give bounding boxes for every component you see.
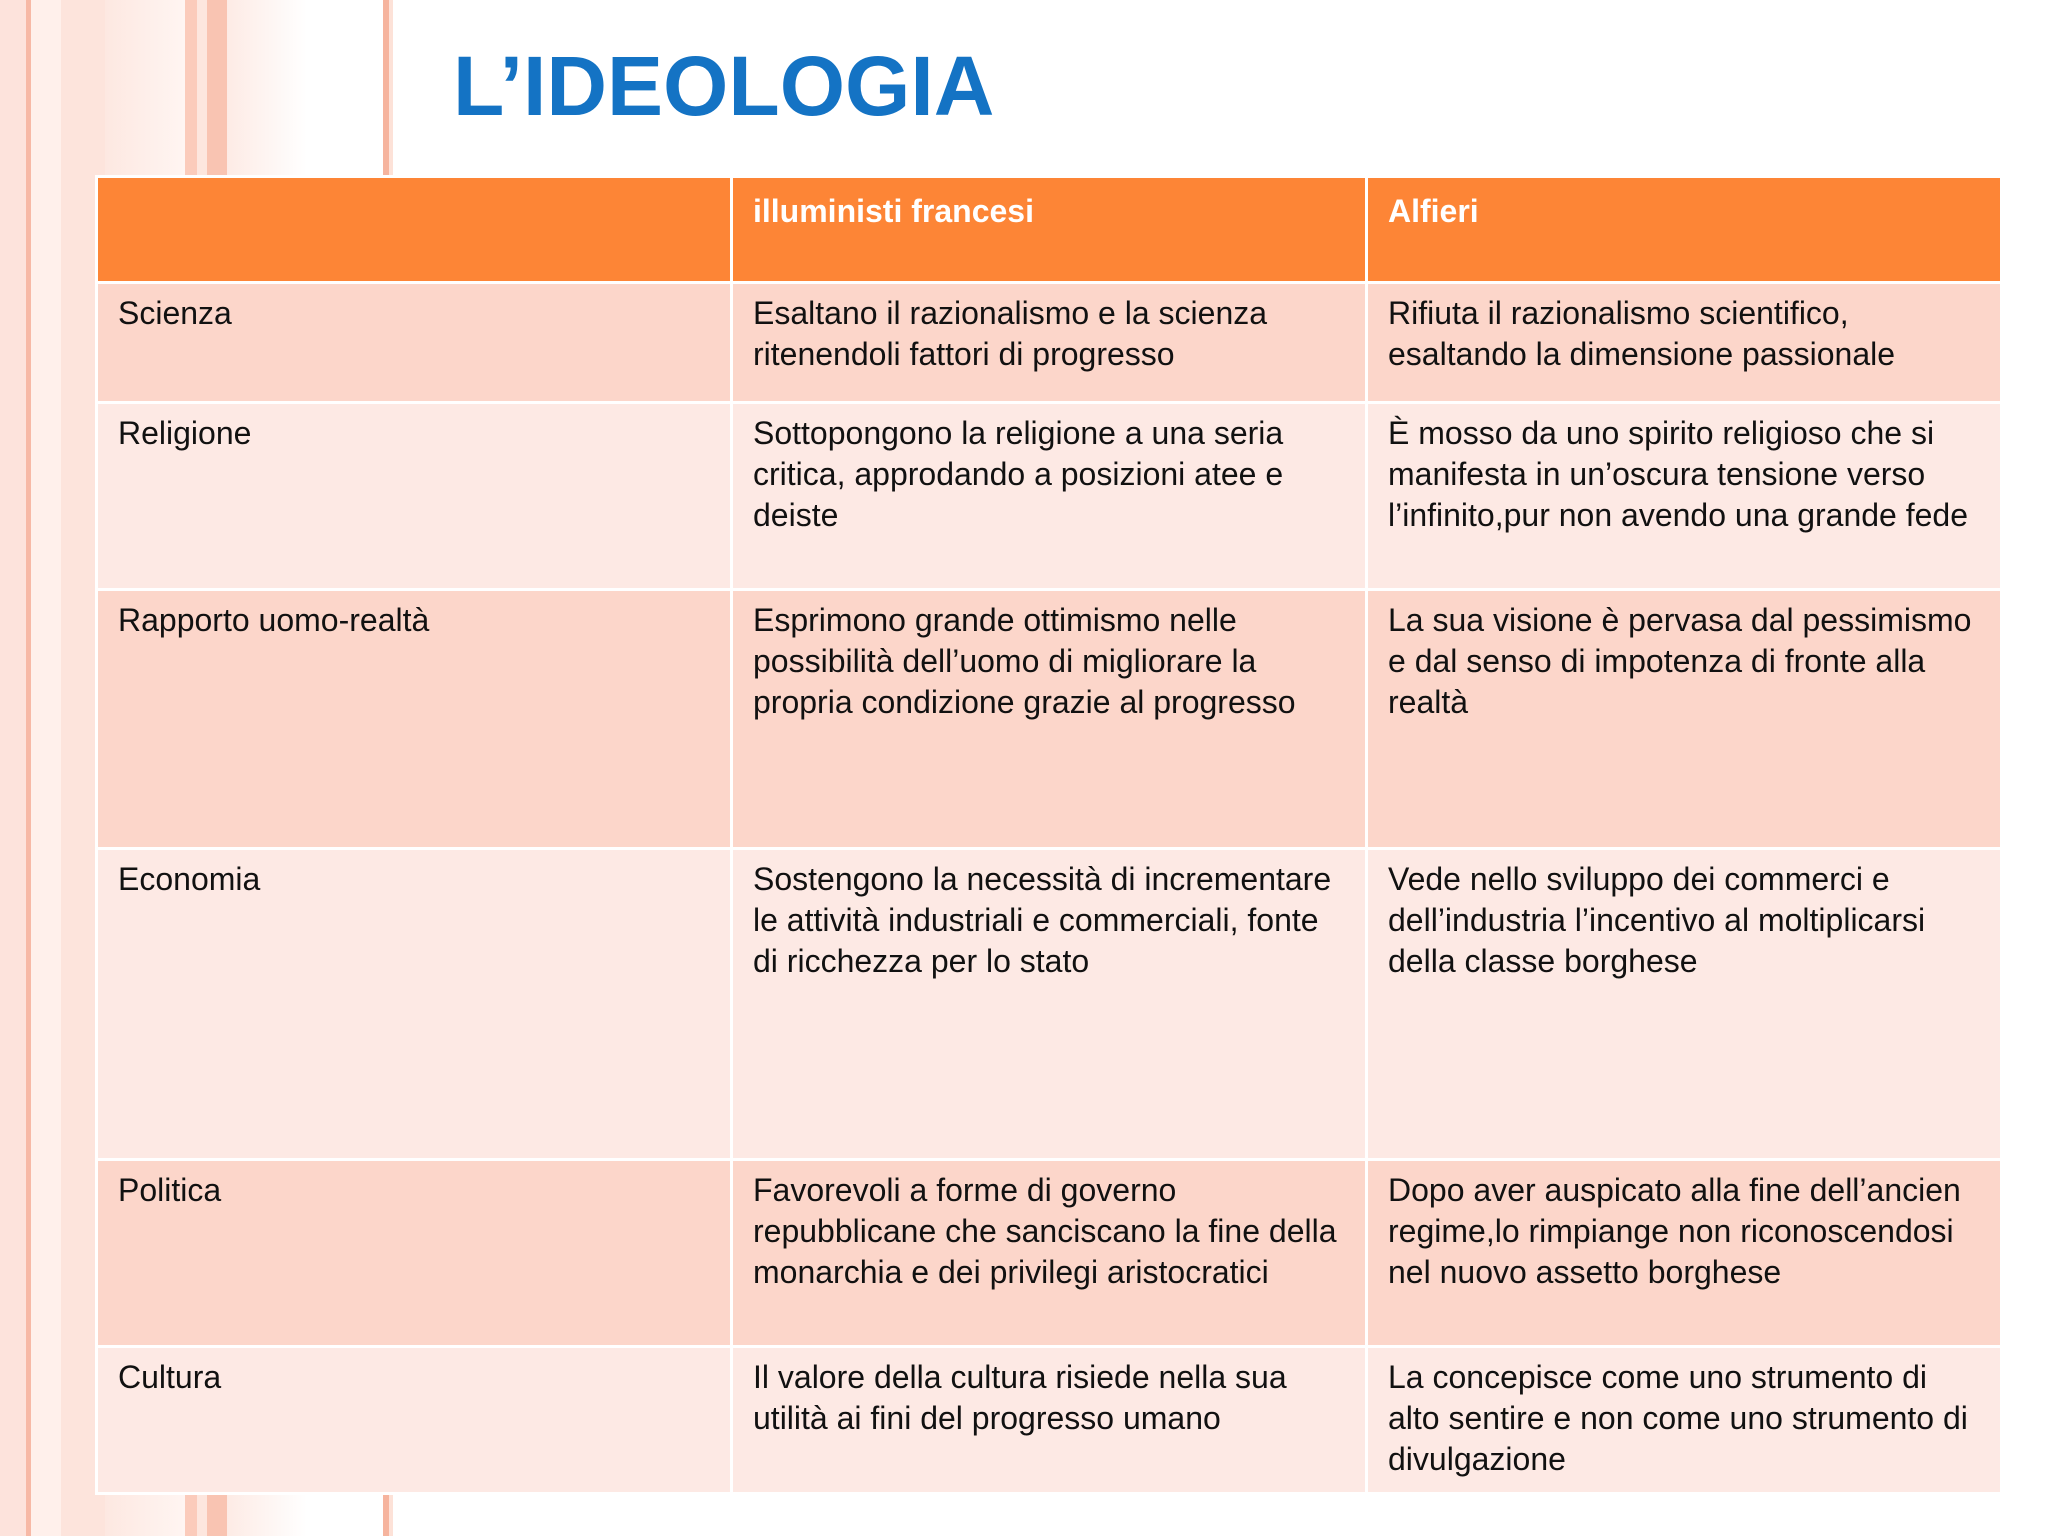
cell-alfieri: Vede nello sviluppo dei commerci e dell’industria l’incentivo al moltiplicarsi della classe borghese	[1367, 849, 2002, 1160]
row-label: Rapporto uomo-realtà	[97, 590, 732, 849]
header-cell-illuministi: illuministi francesi	[732, 177, 1367, 283]
cell-illuministi: Sostengono la necessità di incrementare le attività industriali e commerciali, fonte di ricchezza per lo stato	[732, 849, 1367, 1160]
table-row	[97, 1160, 2002, 1347]
cell-illuministi: Favorevoli a forme di governo repubblicane che sanciscano la fine della monarchia e dei privilegi aristocratici	[732, 1160, 1367, 1347]
table-row	[97, 403, 2002, 590]
decorative-stripe	[31, 0, 61, 1536]
header-cell-topic	[97, 177, 732, 283]
row-label: Cultura	[97, 1347, 732, 1494]
table-header-row	[97, 177, 2002, 283]
row-label: Economia	[97, 849, 732, 1160]
cell-alfieri: La concepisce come uno strumento di alto sentire e non come uno strumento di divulgazione	[1367, 1347, 2002, 1494]
table-row	[97, 283, 2002, 403]
table-row	[97, 849, 2002, 1160]
cell-illuministi: Sottopongono la religione a una seria critica, approdando a posizioni atee e deiste	[732, 403, 1367, 590]
row-label: Scienza	[97, 283, 732, 403]
slide-title: L’IDEOLOGIA	[453, 39, 995, 133]
cell-alfieri: Dopo aver auspicato alla fine dell’ancien regime,lo rimpiange non riconoscendosi nel nuovo assetto borghese	[1367, 1160, 2002, 1347]
row-label: Religione	[97, 403, 732, 590]
table-row	[97, 590, 2002, 849]
cell-illuministi: Esprimono grande ottimismo nelle possibilità dell’uomo di migliorare la propria condizione grazie al progresso	[732, 590, 1367, 849]
cell-illuministi: Esaltano il razionalismo e la scienza ritenendoli fattori di progresso	[732, 283, 1367, 403]
row-label: Politica	[97, 1160, 732, 1347]
cell-alfieri: La sua visione è pervasa dal pessimismo e dal senso di impotenza di fronte alla realtà	[1367, 590, 2002, 849]
cell-alfieri: È mosso da uno spirito religioso che si manifesta in un’oscura tensione verso l’infinito,pur non avendo una grande fede	[1367, 403, 2002, 590]
cell-alfieri: Rifiuta il razionalismo scientifico, esaltando la dimensione passionale	[1367, 283, 2002, 403]
header-cell-alfieri: Alfieri	[1367, 177, 2002, 283]
table-row	[97, 1347, 2002, 1494]
decorative-stripe	[0, 0, 26, 1536]
comparison-table	[95, 175, 2003, 1495]
cell-illuministi: Il valore della cultura risiede nella sua utilità ai fini del progresso umano	[732, 1347, 1367, 1494]
